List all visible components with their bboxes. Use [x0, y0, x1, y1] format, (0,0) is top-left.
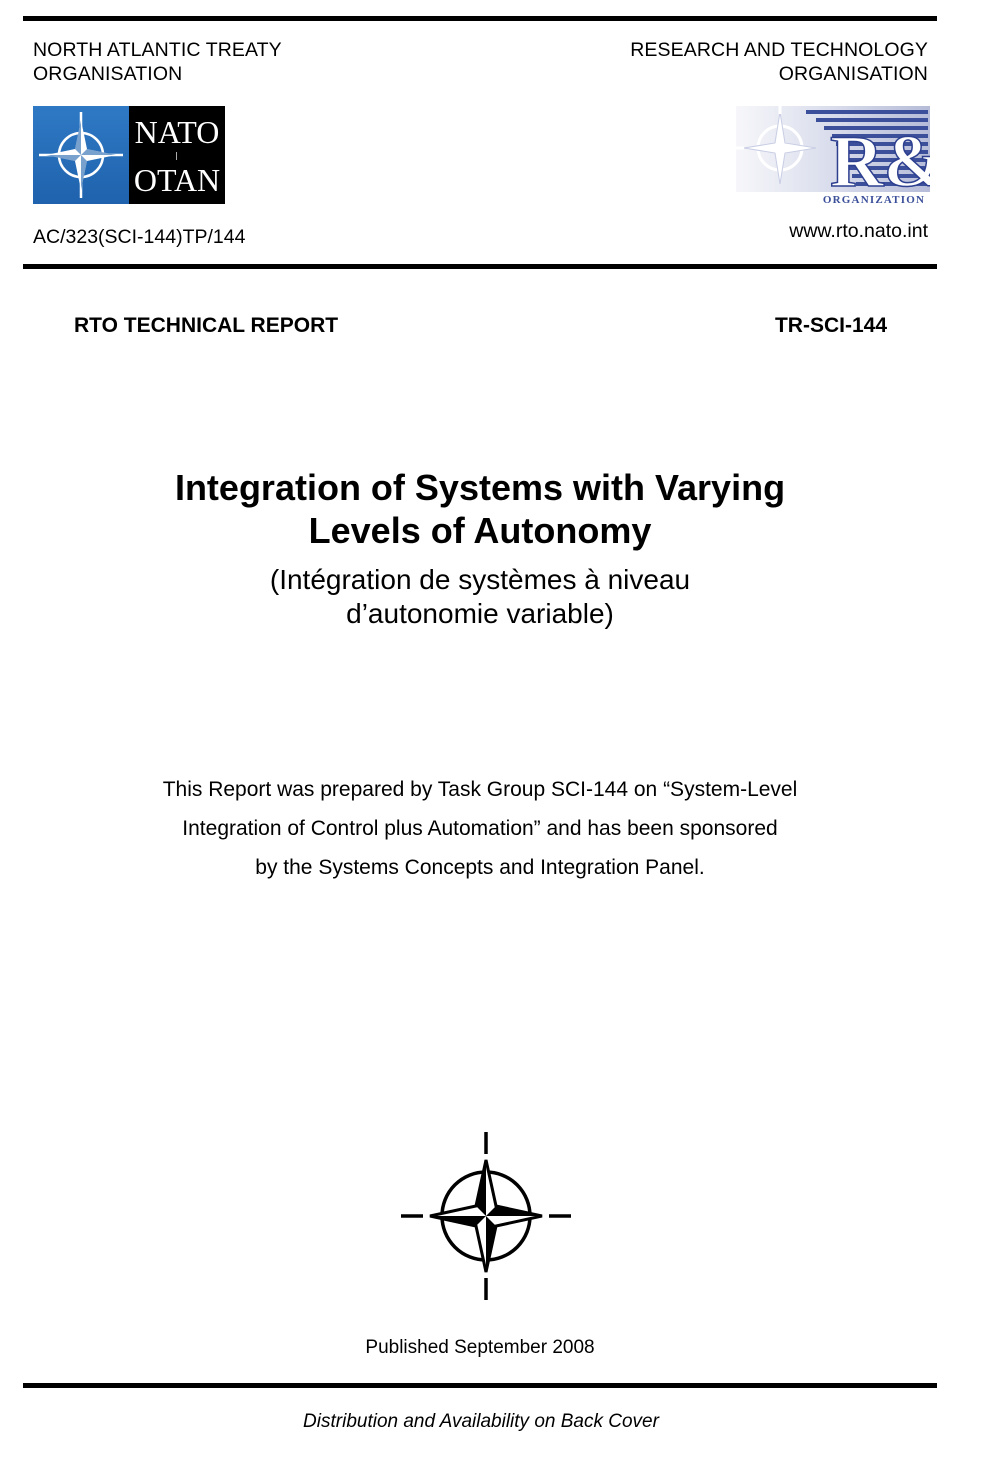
- footer-rule: [23, 1383, 937, 1388]
- report-type-label: RTO TECHNICAL REPORT: [74, 314, 339, 337]
- top-rule: [23, 16, 937, 21]
- nato-logo-black-panel: [129, 106, 225, 204]
- header-left-line2: ORGANISATION: [33, 63, 183, 85]
- report-description-line2: Integration of Control plus Automation” and has been sponsored: [182, 817, 778, 840]
- rto-website-link[interactable]: www.rto.nato.int: [789, 220, 928, 242]
- report-title-line1: Integration of Systems with Varying: [174, 467, 786, 508]
- report-title-line2: Levels of Autonomy: [308, 510, 652, 551]
- header-bottom-rule: [23, 264, 937, 269]
- nato-compass-star-icon: [400, 1130, 572, 1302]
- report-title-french-line1: (Intégration de systèmes à niveau: [269, 564, 691, 595]
- nato-logo-word-nato: NATO: [134, 114, 220, 150]
- report-number: TR-SCI-144: [774, 314, 887, 337]
- header-left-org: [33, 38, 282, 86]
- publication-date: Published September 2008: [365, 1337, 595, 1358]
- nato-logo-divider: [176, 152, 177, 160]
- header-right-line2: ORGANISATION: [778, 63, 928, 85]
- rt-logo-caption: ORGANIZATION: [822, 194, 926, 206]
- header-right-line1: RESEARCH AND TECHNOLOGY: [630, 39, 928, 61]
- rto-rt-logo: [736, 106, 930, 206]
- document-reference: AC/323(SCI-144)TP/144: [33, 226, 246, 248]
- header-left-line1: NORTH ATLANTIC TREATY: [33, 39, 282, 61]
- report-description: [0, 770, 960, 887]
- report-description-line1: This Report was prepared by Task Group SCI-144 on “System-Level: [162, 778, 798, 801]
- report-title-french: [0, 563, 960, 631]
- report-title-french-line2: d’autonomie variable): [346, 598, 614, 629]
- rt-logo-letters: R: [830, 121, 884, 203]
- nato-emblem: [400, 1130, 572, 1302]
- nato-otan-logo: [33, 106, 225, 204]
- nato-logo-blue-panel: [33, 106, 129, 204]
- report-title: [0, 466, 960, 552]
- header-right-org: [630, 38, 928, 86]
- rt-organization-logo-icon: [736, 106, 930, 206]
- distribution-note: Distribution and Availability on Back Cover: [303, 1411, 659, 1432]
- nato-star-icon: [33, 106, 129, 204]
- nato-logo-word-otan: OTAN: [133, 162, 221, 198]
- report-description-line3: by the Systems Concepts and Integration Panel.: [255, 856, 705, 879]
